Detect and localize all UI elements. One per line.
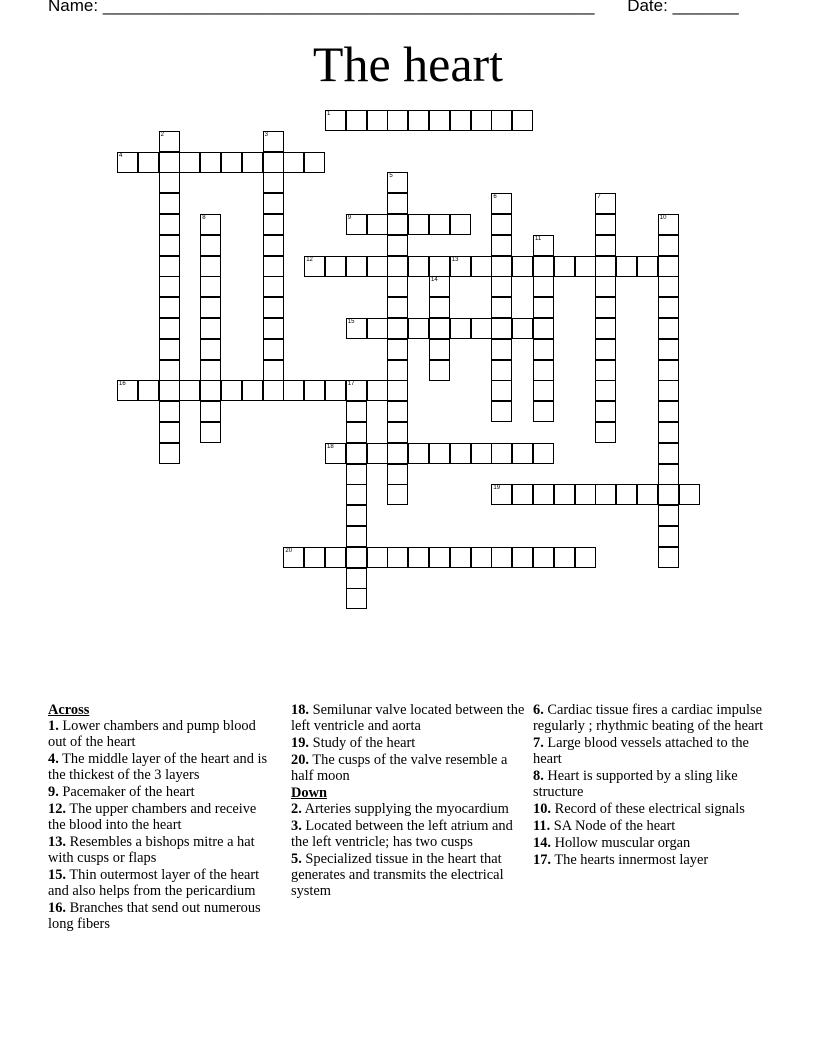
grid-cell[interactable] [491, 110, 512, 131]
grid-cell[interactable] [429, 256, 450, 277]
clue-across-16: 16. Branches that send out numerous long fibers [48, 900, 261, 932]
grid-cell[interactable] [159, 297, 180, 318]
grid-cell[interactable] [658, 276, 679, 297]
grid-cell[interactable] [387, 318, 408, 339]
grid-cell[interactable] [450, 110, 471, 131]
grid-cell[interactable] [679, 484, 700, 505]
grid-cell[interactable] [595, 360, 616, 381]
clue-across-1: 1. Lower chambers and pump blood out of the heart [48, 718, 256, 750]
grid-cell[interactable] [387, 256, 408, 277]
clue-number: 7 [597, 194, 601, 201]
grid-cell[interactable] [491, 484, 512, 505]
grid-cell[interactable] [346, 214, 367, 235]
grid-cell[interactable] [387, 380, 408, 401]
grid-cell[interactable] [387, 172, 408, 193]
down-heading: Down [291, 785, 327, 801]
grid-cell[interactable] [263, 297, 284, 318]
clue-number: 20 [285, 547, 293, 554]
grid-cell[interactable] [387, 110, 408, 131]
grid-cell[interactable] [450, 443, 471, 464]
grid-cell[interactable] [429, 110, 450, 131]
grid-cell[interactable] [491, 235, 512, 256]
grid-cell[interactable] [554, 547, 575, 568]
grid-cell[interactable] [512, 443, 533, 464]
grid-cell[interactable] [575, 547, 596, 568]
clue-across-13: 13. Resembles a bishops mitre a hat with cusps or flaps [48, 834, 255, 866]
grid-cell[interactable] [429, 443, 450, 464]
clue-number: 19 [493, 485, 501, 492]
grid-cell[interactable] [471, 443, 492, 464]
clue-number: 1 [327, 111, 331, 117]
grid-cell[interactable] [387, 235, 408, 256]
grid-cell[interactable] [387, 276, 408, 297]
grid-cell[interactable] [533, 297, 554, 318]
grid-cell[interactable] [200, 256, 221, 277]
clue-across-9: 9. Pacemaker of the heart [48, 784, 195, 800]
grid-cell[interactable] [491, 318, 512, 339]
grid-cell[interactable] [200, 297, 221, 318]
grid-cell[interactable] [533, 380, 554, 401]
grid-cell[interactable] [429, 276, 450, 297]
grid-cell[interactable] [408, 318, 429, 339]
grid-cell[interactable] [512, 318, 533, 339]
grid-cell[interactable] [200, 360, 221, 381]
grid-cell[interactable] [200, 380, 221, 401]
grid-cell[interactable] [325, 443, 346, 464]
grid-cell[interactable] [346, 443, 367, 464]
grid-cell[interactable] [159, 193, 180, 214]
grid-cell[interactable] [595, 214, 616, 235]
grid-cell[interactable] [346, 380, 367, 401]
grid-cell[interactable] [200, 276, 221, 297]
grid-cell[interactable] [304, 256, 325, 277]
grid-cell[interactable] [595, 297, 616, 318]
grid-cell[interactable] [429, 214, 450, 235]
grid-cell[interactable] [200, 318, 221, 339]
date-label: Date: [627, 0, 668, 15]
name-line[interactable]: ____________________________________________________ [102, 0, 595, 15]
clue-down-8: 8. Heart is supported by a sling like structure [533, 768, 738, 800]
grid-cell[interactable] [346, 505, 367, 526]
grid-cell[interactable] [159, 172, 180, 193]
clue-down-14: 14. Hollow muscular organ [533, 835, 691, 851]
grid-cell[interactable] [346, 464, 367, 485]
grid-cell[interactable] [658, 256, 679, 277]
grid-cell[interactable] [450, 318, 471, 339]
grid-cell[interactable] [387, 464, 408, 485]
clue-number: 3 [264, 131, 268, 138]
grid-cell[interactable] [554, 256, 575, 277]
grid-cell[interactable] [242, 380, 263, 401]
grid-cell[interactable] [346, 547, 367, 568]
grid-cell[interactable] [387, 422, 408, 443]
grid-cell[interactable] [658, 339, 679, 360]
grid-cell[interactable] [595, 193, 616, 214]
grid-cell[interactable] [637, 484, 658, 505]
grid-cell[interactable] [595, 235, 616, 256]
grid-cell[interactable] [200, 401, 221, 422]
grid-cell[interactable] [159, 276, 180, 297]
clue-across-4: 4. The middle layer of the heart and is the thickest of the 3 layers [48, 751, 268, 783]
grid-cell[interactable] [658, 401, 679, 422]
grid-cell[interactable] [491, 193, 512, 214]
grid-cell[interactable] [159, 360, 180, 381]
grid-cell[interactable] [471, 318, 492, 339]
clue-number: 16 [119, 381, 126, 388]
grid-cell[interactable] [429, 297, 450, 318]
clue-across-15: 15. Thin outermost layer of the heart and also helps from the pericardium [48, 867, 260, 899]
grid-cell[interactable] [658, 505, 679, 526]
grid-cell[interactable] [637, 256, 658, 277]
grid-cell[interactable] [512, 256, 533, 277]
grid-cell[interactable] [512, 484, 533, 505]
grid-cell[interactable] [533, 401, 554, 422]
grid-cell[interactable] [429, 339, 450, 360]
grid-cell[interactable] [595, 484, 616, 505]
grid-cell[interactable] [304, 152, 325, 173]
grid-cell[interactable] [159, 401, 180, 422]
grid-cell[interactable] [429, 547, 450, 568]
grid-cell[interactable] [367, 443, 388, 464]
grid-cell[interactable] [263, 360, 284, 381]
grid-cell[interactable] [533, 256, 554, 277]
clue-number: 2 [160, 131, 164, 138]
grid-cell[interactable] [346, 318, 367, 339]
clue-number: 10 [659, 215, 667, 221]
grid-cell[interactable] [159, 235, 180, 256]
grid-cell[interactable] [263, 172, 284, 193]
grid-cell[interactable] [512, 547, 533, 568]
grid-cell[interactable] [200, 422, 221, 443]
grid-cell[interactable] [346, 110, 367, 131]
grid-cell[interactable] [221, 152, 242, 173]
grid-cell[interactable] [117, 152, 138, 173]
grid-cell[interactable] [408, 547, 429, 568]
grid-cell[interactable] [471, 547, 492, 568]
grid-cell[interactable] [491, 360, 512, 381]
grid-cell[interactable] [408, 110, 429, 131]
clue-down-5: 5. Specialized tissue in the heart that generates and transmits the electrical system [291, 851, 504, 899]
grid-cell[interactable] [304, 547, 325, 568]
grid-cell[interactable] [595, 339, 616, 360]
grid-cell[interactable] [325, 547, 346, 568]
grid-cell[interactable] [283, 152, 304, 173]
clues-column-1 [48, 702, 268, 933]
grid-cell[interactable] [346, 256, 367, 277]
grid-cell[interactable] [491, 443, 512, 464]
grid-cell[interactable] [450, 214, 471, 235]
grid-cell[interactable] [387, 193, 408, 214]
grid-cell[interactable] [159, 318, 180, 339]
clue-across-19: 19. Study of the heart [291, 735, 416, 751]
grid-cell[interactable] [658, 214, 679, 235]
grid-cell[interactable] [512, 110, 533, 131]
grid-cell[interactable] [179, 152, 200, 173]
grid-cell[interactable] [159, 131, 180, 152]
grid-cell[interactable] [346, 526, 367, 547]
grid-cell[interactable] [159, 443, 180, 464]
grid-cell[interactable] [200, 339, 221, 360]
grid-cell[interactable] [242, 152, 263, 173]
grid-cell[interactable] [387, 401, 408, 422]
across-heading: Across [48, 702, 90, 718]
grid-cell[interactable] [491, 547, 512, 568]
grid-cell[interactable] [387, 339, 408, 360]
grid-cell[interactable] [387, 547, 408, 568]
grid-cell[interactable] [387, 484, 408, 505]
clue-number: 13 [451, 256, 459, 263]
grid-cell[interactable] [159, 339, 180, 360]
grid-cell[interactable] [533, 235, 554, 256]
grid-cell[interactable] [346, 422, 367, 443]
grid-cell[interactable] [491, 214, 512, 235]
grid-cell[interactable] [367, 256, 388, 277]
grid-cell[interactable] [263, 152, 284, 173]
grid-cell[interactable] [491, 380, 512, 401]
grid-cell[interactable] [263, 193, 284, 214]
clue-number: 12 [306, 256, 313, 263]
grid-cell[interactable] [471, 110, 492, 131]
clue-number: 5 [389, 173, 393, 180]
grid-cell[interactable] [387, 360, 408, 381]
clue-number: 8 [202, 215, 206, 221]
grid-cell[interactable] [533, 360, 554, 381]
grid-cell[interactable] [658, 380, 679, 401]
grid-cell[interactable] [263, 276, 284, 297]
grid-cell[interactable] [159, 256, 180, 277]
grid-cell[interactable] [575, 484, 596, 505]
grid-cell[interactable] [263, 235, 284, 256]
grid-cell[interactable] [367, 110, 388, 131]
grid-cell[interactable] [200, 152, 221, 173]
grid-cell[interactable] [346, 401, 367, 422]
page-title: The heart [312, 36, 504, 92]
grid-cell[interactable] [491, 276, 512, 297]
grid-cell[interactable] [387, 297, 408, 318]
header [48, 0, 739, 16]
grid-cell[interactable] [408, 256, 429, 277]
grid-cell[interactable] [658, 443, 679, 464]
grid-cell[interactable] [325, 256, 346, 277]
grid-cell[interactable] [450, 256, 471, 277]
grid-cell[interactable] [595, 380, 616, 401]
grid-cell[interactable] [263, 339, 284, 360]
clue-down-17: 17. The hearts innermost layer [533, 852, 709, 868]
grid-cell[interactable] [304, 380, 325, 401]
grid-cell[interactable] [658, 422, 679, 443]
grid-cell[interactable] [450, 547, 471, 568]
grid-cell[interactable] [533, 443, 554, 464]
grid-cell[interactable] [159, 380, 180, 401]
clue-number: 14 [431, 277, 438, 284]
grid-cell[interactable] [367, 214, 388, 235]
grid-cell[interactable] [429, 318, 450, 339]
clue-number: 18 [327, 443, 334, 450]
clue-number: 17 [347, 381, 355, 388]
grid-cell[interactable] [533, 339, 554, 360]
grid-cell[interactable] [658, 297, 679, 318]
clue-down-3: 3. Located between the left atrium and the left ventricle; has two cusps [291, 818, 513, 850]
clue-down-10: 10. Record of these electrical signals [533, 801, 745, 817]
clue-down-2: 2. Arteries supplying the myocardium [291, 801, 509, 817]
grid-cell[interactable] [138, 380, 159, 401]
grid-cell[interactable] [263, 318, 284, 339]
clue-down-11: 11. SA Node of the heart [533, 818, 676, 834]
grid-cell[interactable] [616, 484, 637, 505]
grid-cell[interactable] [263, 380, 284, 401]
grid-cell[interactable] [616, 256, 637, 277]
grid-cell[interactable] [367, 547, 388, 568]
grid-cell[interactable] [533, 276, 554, 297]
grid-cell[interactable] [658, 360, 679, 381]
grid-cell[interactable] [491, 339, 512, 360]
grid-cell[interactable] [159, 152, 180, 173]
grid-cell[interactable] [283, 547, 304, 568]
grid-cell[interactable] [367, 318, 388, 339]
grid-cell[interactable] [658, 526, 679, 547]
grid-cell[interactable] [408, 443, 429, 464]
grid-cell[interactable] [575, 256, 596, 277]
grid-cell[interactable] [159, 422, 180, 443]
grid-cell[interactable] [658, 318, 679, 339]
grid-cell[interactable] [595, 276, 616, 297]
grid-cell[interactable] [554, 484, 575, 505]
grid-cell[interactable] [387, 443, 408, 464]
grid-cell[interactable] [346, 568, 367, 589]
grid-cell[interactable] [491, 256, 512, 277]
clue-number: 4 [119, 152, 123, 159]
clue-down-7: 7. Large blood vessels attached to the heart [533, 735, 749, 767]
date-line[interactable]: _______ [672, 0, 739, 15]
grid-cell[interactable] [595, 318, 616, 339]
grid-cell[interactable] [263, 256, 284, 277]
grid-cell[interactable] [658, 464, 679, 485]
grid-cell[interactable] [491, 297, 512, 318]
clue-across-18: 18. Semilunar valve located between the left ventricle and aorta [291, 702, 525, 734]
grid-cell[interactable] [325, 110, 346, 131]
grid-cell[interactable] [595, 401, 616, 422]
clues-column-2 [291, 702, 527, 900]
grid-cell[interactable] [408, 214, 429, 235]
clue-down-6: 6. Cardiac tissue fires a cardiac impulse regularly ; rhythmic beating of the heart [533, 702, 764, 734]
grid-cell[interactable] [346, 588, 367, 609]
clue-across-20: 20. The cusps of the valve resemble a half moon [291, 752, 508, 784]
name-label: Name: [48, 0, 99, 15]
grid-cell[interactable] [117, 380, 138, 401]
grid-cell[interactable] [471, 256, 492, 277]
clue-number: 6 [493, 194, 497, 201]
grid-cell[interactable] [533, 484, 554, 505]
grid-cell[interactable] [658, 235, 679, 256]
grid-cell[interactable] [325, 380, 346, 401]
grid-cell[interactable] [283, 380, 304, 401]
grid-cell[interactable] [387, 214, 408, 235]
clues-column-3 [533, 702, 773, 869]
grid-cell[interactable] [533, 318, 554, 339]
grid-cell[interactable] [367, 380, 388, 401]
grid-cell[interactable] [595, 422, 616, 443]
grid-cell[interactable] [533, 547, 554, 568]
grid-cell[interactable] [263, 131, 284, 152]
clue-across-12: 12. The upper chambers and receive the blood into the heart [48, 801, 257, 833]
grid-cell[interactable] [200, 214, 221, 235]
grid-cell[interactable] [221, 380, 242, 401]
grid-cell[interactable] [263, 214, 284, 235]
clue-number: 11 [535, 235, 542, 242]
grid-cell[interactable] [200, 235, 221, 256]
clue-number: 15 [347, 319, 355, 325]
grid-cell[interactable] [658, 547, 679, 568]
grid-cell[interactable] [138, 152, 159, 173]
grid-cell[interactable] [159, 214, 180, 235]
grid-cell[interactable] [179, 380, 200, 401]
grid-cell[interactable] [429, 360, 450, 381]
grid-cell[interactable] [595, 256, 616, 277]
grid-cell[interactable] [491, 401, 512, 422]
clue-number: 9 [347, 215, 352, 221]
grid-cell[interactable] [658, 484, 679, 505]
grid-cell[interactable] [346, 484, 367, 505]
